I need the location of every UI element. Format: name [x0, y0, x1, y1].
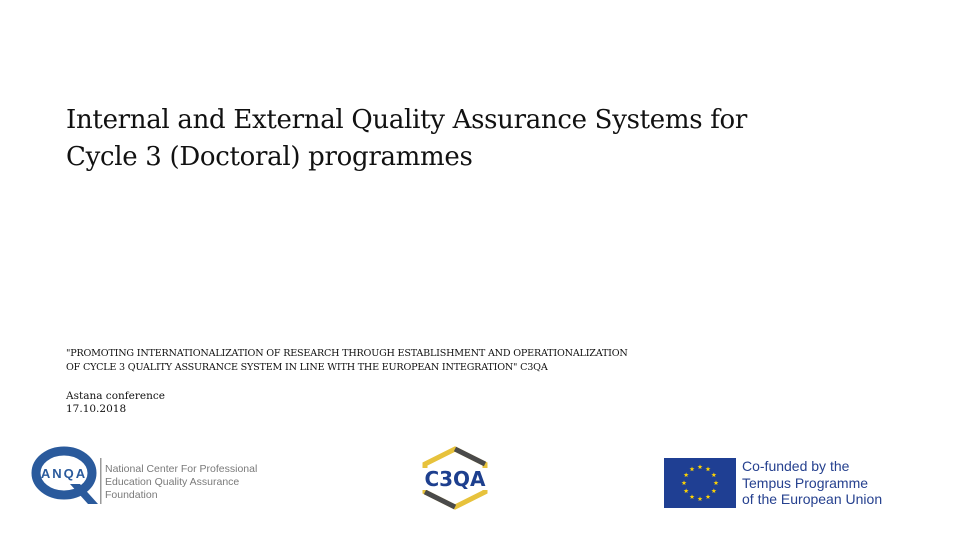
anqa-wordmark: ANQA: [40, 466, 88, 481]
subtitle-line: OF CYCLE 3 QUALITY ASSURANCE SYSTEM IN LINE WITH THE EUROPEAN INTEGRATION" C3QA: [66, 362, 548, 373]
eu-stars-icon: [664, 458, 736, 508]
anqa-caption-line: Foundation: [105, 489, 158, 501]
c3qa-logo: [413, 446, 497, 510]
eu-star: [684, 488, 689, 493]
event-info: [66, 390, 165, 416]
eu-star: [698, 496, 703, 501]
eu-star: [706, 467, 711, 472]
eu-star: [706, 494, 711, 499]
eu-caption-line: of the European Union: [742, 491, 883, 507]
eu-star: [684, 472, 689, 477]
title-line: Internal and External Quality Assurance Systems for: [66, 105, 748, 135]
c3qa-wordmark: C3QA: [424, 467, 486, 491]
eu-caption-line: Tempus Programme: [742, 474, 869, 491]
eu-star: [711, 472, 716, 477]
event-name: Astana conference: [66, 390, 165, 402]
eu-star: [714, 480, 719, 485]
title-line: Cycle 3 (Doctoral) programmes: [66, 142, 473, 172]
eu-star: [690, 467, 695, 472]
event-date: 17.10.2018: [66, 403, 127, 415]
eu-caption-line: Co-funded by the: [742, 458, 850, 474]
subtitle-line: "PROMOTING INTERNATIONALIZATION OF RESEARCH THROUGH ESTABLISHMENT AND OPERATIONALIZATION: [66, 348, 628, 359]
eu-star: [698, 464, 703, 469]
eu-star: [682, 480, 687, 485]
eu-star: [690, 494, 695, 499]
anqa-caption: [105, 463, 257, 502]
eu-star: [711, 488, 716, 493]
slide-title: [66, 102, 886, 176]
eu-caption: [742, 458, 882, 508]
anqa-caption-line: National Center For Professional: [105, 463, 258, 475]
anqa-caption-line: Education Quality Assurance: [105, 476, 240, 488]
eu-flag: [664, 458, 736, 508]
project-subtitle: [66, 347, 766, 375]
